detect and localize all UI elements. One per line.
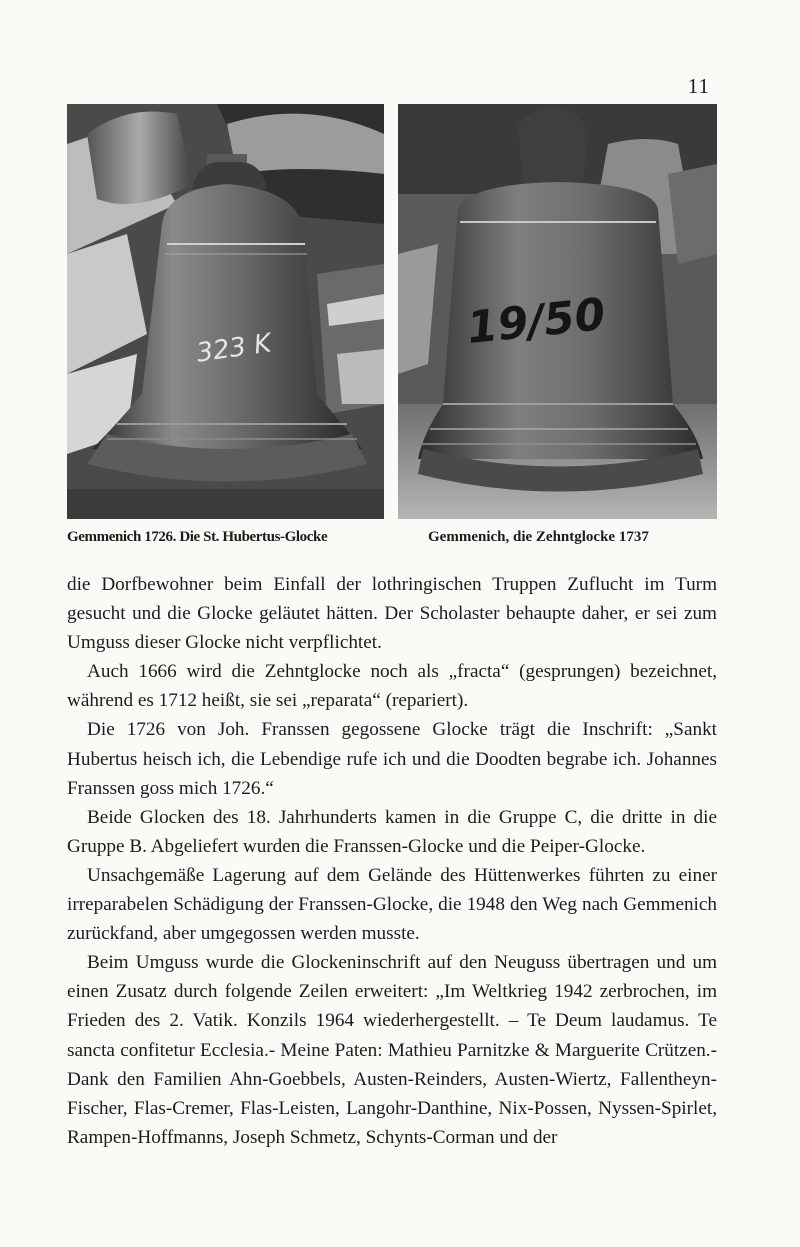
page-number: 11 — [687, 74, 710, 98]
photo-hubertus-bell — [67, 104, 384, 519]
paragraph: Auch 1666 wird die Zehntglocke noch als „fracta“ (gesprungen) bezeichnet, während es 1712 heißt, sie sei „reparata“ (repariert). — [67, 661, 717, 712]
paragraph: Unsachgemäße Lagerung auf dem Gelände des Hüttenwerkes führten zu einer irreparabelen Schädigung der Franssen-Glocke, die 1948 den Weg nach Gemmenich zurückfand, aber umgegossen werden musste. — [67, 864, 717, 945]
bell-photo-illustration — [67, 104, 384, 519]
photo-zehntglocke — [398, 104, 717, 519]
paragraph: Beim Umguss wurde die Glockeninschrift auf den Neuguss übertragen und um einen Zusatz durch folgende Zeilen erweitert: „Im Weltkrieg 1942 zerbrochen, im Frieden des 2. Vatik. Konzils 1964 wiederhergestellt. – Te Deum laudamus. Te sancta confitetur Ecclesia.- Meine Paten: Mathieu Parnitzke & Marguerite Crützen.- Dank den Familien Ahn-Goebbels, Austen-Reinders, Austen-Wiertz, Fallentheyn-Fischer, Flas-Cremer, Flas-Leisten, Langohr-Danthine, Nix-Possen, Nyssen-Spirlet, Rampen-Hoffmanns, Joseph Schmetz, Schynts-Corman und der — [67, 952, 717, 1148]
caption-zehntglocke: Gemmenich, die Zehntglocke 1737 — [428, 529, 649, 545]
bell-inscription-left: 323 K — [194, 328, 274, 369]
paragraph: die Dorfbewohner beim Einfall der lothringischen Truppen Zuflucht im Turm gesucht und die Glocke geläutet hätten. Der Scholaster behaupte daher, er sei zum Umguss dieser Glocke nicht verpflichtet. — [67, 574, 717, 654]
caption-hubertus: Gemmenich 1726. Die St. Hubertus-Glocke — [67, 529, 328, 545]
body-text — [67, 570, 717, 1152]
bell-photo-illustration — [398, 104, 717, 519]
paragraph: Beide Glocken des 18. Jahrhunderts kamen in die Gruppe C, die dritte in die Gruppe B. Abgeliefert wurden die Franssen-Glocke und die Peiper-Glocke. — [67, 806, 717, 857]
bell-inscription-right: 19/50 — [464, 288, 608, 355]
paragraph: Die 1726 von Joh. Franssen gegossene Glocke trägt die Inschrift: „Sankt Hubertus heisch ich, die Lebendige rufe ich und die Doodten begrabe ich. Johannes Franssen goss mich 1726.“ — [67, 719, 717, 799]
